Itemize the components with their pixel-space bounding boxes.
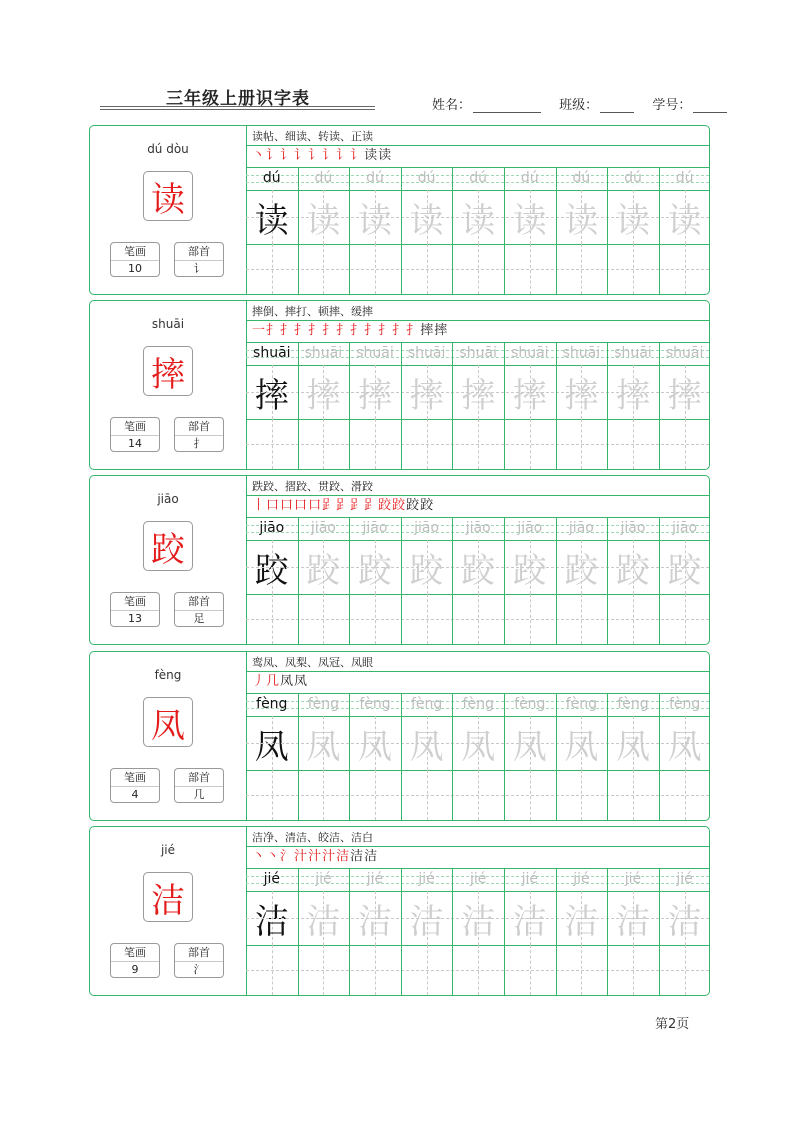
stroke-count-label: 笔画: [111, 593, 159, 611]
pinyin-practice-cell[interactable]: shuāi: [614, 345, 652, 361]
example-words: 鸾凤、凤梨、凤冠、凤眼: [252, 656, 373, 669]
character-practice-row: [246, 540, 709, 594]
pinyin-practice-cell[interactable]: jié: [573, 871, 590, 887]
character-display: 凤: [143, 697, 193, 747]
pinyin-practice-cell[interactable]: shuāi: [511, 345, 549, 361]
stroke-order: [252, 321, 448, 341]
character-display: 跤: [143, 521, 193, 571]
stroke-step: 扌: [322, 323, 337, 338]
pinyin-practice-cell[interactable]: jié: [315, 871, 332, 887]
pinyin-practice-cell[interactable]: dú: [417, 170, 436, 186]
grid-line: [349, 518, 350, 644]
grid-line: [401, 518, 402, 644]
stroke-count-box: [110, 417, 160, 452]
character-practice-cell[interactable]: 摔: [306, 375, 341, 416]
character-display: 读: [143, 171, 193, 221]
pinyin-practice-cell[interactable]: shuāi: [356, 345, 394, 361]
character-practice-cell[interactable]: 凤: [254, 726, 289, 767]
character-display: 洁: [143, 872, 193, 922]
character-practice-cell[interactable]: 摔: [667, 375, 702, 416]
grid-line: [298, 168, 299, 294]
pinyin-practice-cell[interactable]: shuāi: [562, 345, 601, 361]
stroke-step: 洁: [336, 849, 351, 864]
pinyin-practice-cell[interactable]: jié: [469, 871, 487, 887]
grid-line: [659, 518, 660, 644]
stroke-step: 讠: [266, 148, 281, 163]
pinyin-practice-cell[interactable]: fèng: [565, 696, 598, 712]
grid-line: [298, 343, 299, 469]
character-card: [89, 125, 710, 295]
grid-line: [298, 869, 299, 995]
radical-value: 讠: [193, 262, 205, 275]
radical-box: [174, 242, 224, 277]
stroke-step: 扌: [364, 323, 379, 338]
character-practice-cell[interactable]: 摔: [357, 375, 392, 416]
character-practice-cell[interactable]: 摔: [409, 375, 444, 416]
student-id-label: 学号：: [652, 98, 692, 113]
character-practice-cell[interactable]: 摔: [615, 375, 650, 416]
character-info-panel: [90, 652, 247, 820]
character-practice-cell[interactable]: 读: [409, 200, 444, 241]
stroke-step: 读: [378, 148, 393, 163]
character-practice-cell[interactable]: 跤: [461, 550, 496, 591]
cell-guide: [246, 217, 709, 218]
character-card: [89, 300, 710, 470]
character-practice-cell[interactable]: 凤: [306, 726, 341, 767]
radical-value: 氵: [193, 963, 205, 976]
stroke-count-label: 笔画: [111, 944, 159, 962]
stroke-step: 扌: [294, 323, 309, 338]
stroke-step: 口: [294, 498, 309, 513]
character-practice-cell[interactable]: 跤: [512, 550, 547, 591]
character-practice-cell[interactable]: 跤: [357, 550, 392, 591]
stroke-count-box: [110, 943, 160, 978]
character-practice-cell[interactable]: 跤: [306, 550, 341, 591]
stroke-step: 汁: [294, 849, 309, 864]
stroke-step: 凤: [294, 674, 309, 689]
stroke-step: 丶: [252, 148, 267, 163]
character-practice-row: [246, 190, 709, 244]
grid-line: [298, 694, 299, 820]
stroke-count-label: 笔画: [111, 418, 159, 436]
grid-line: [401, 168, 402, 294]
pinyin-practice-cell[interactable]: dú: [675, 170, 694, 186]
blank-writing-row[interactable]: [246, 770, 709, 820]
practice-area: [246, 126, 709, 294]
pinyin-practice-cell[interactable]: jié: [263, 871, 280, 887]
character-practice-cell[interactable]: 跤: [254, 550, 289, 591]
grid-line: [607, 694, 608, 820]
grid-line: [504, 168, 505, 294]
character-info-panel: [90, 827, 247, 995]
page-number: 第2页: [655, 1017, 690, 1032]
stroke-count-value: 4: [131, 788, 139, 801]
character-practice-cell[interactable]: 读: [357, 200, 392, 241]
pinyin-practice-cell[interactable]: jiāo: [620, 520, 646, 536]
character-practice-cell[interactable]: 凤: [357, 726, 392, 767]
pinyin-practice-cell[interactable]: jiāo: [310, 520, 336, 536]
example-words: 读帖、细读、转读、正读: [252, 130, 373, 143]
grid-line: [452, 869, 453, 995]
character-practice-cell[interactable]: 凤: [512, 726, 547, 767]
stroke-step: 凤: [280, 674, 295, 689]
stroke-step: 讠: [280, 148, 295, 163]
stroke-step: 几: [266, 674, 281, 689]
stroke-step: 口: [280, 498, 295, 513]
grid-line: [452, 518, 453, 644]
cell-guide: [246, 918, 709, 919]
character-practice-cell[interactable]: 摔: [564, 375, 599, 416]
pinyin-practice-cell[interactable]: fèng: [359, 696, 391, 712]
stroke-step: 跤: [378, 498, 393, 513]
pinyin-practice-cell[interactable]: dú: [469, 170, 488, 186]
character-practice-cell[interactable]: 跤: [409, 550, 444, 591]
practice-area: [246, 301, 709, 469]
grid-line: [659, 343, 660, 469]
stroke-step: 扌: [266, 323, 281, 338]
stroke-step: 扌: [336, 323, 351, 338]
radical-box: [174, 768, 224, 803]
grid-line: [556, 168, 557, 294]
character-practice-cell[interactable]: 洁: [667, 901, 702, 942]
pinyin-practice-cell[interactable]: shuāi: [253, 345, 291, 361]
character-practice-cell[interactable]: 跤: [615, 550, 650, 591]
stroke-step: 跤: [406, 498, 421, 513]
grid-line: [452, 694, 453, 820]
class-field[interactable]: [600, 100, 634, 113]
grid-line: [556, 343, 557, 469]
name-field[interactable]: [473, 100, 541, 113]
grid-line: [349, 343, 350, 469]
example-words: 跌跤、摺跤、贯跤、滑跤: [252, 480, 373, 493]
grid-line: [349, 168, 350, 294]
stroke-step: 跤: [420, 498, 435, 513]
character-practice-cell[interactable]: 读: [615, 200, 650, 241]
character-practice-cell[interactable]: 凤: [615, 726, 650, 767]
grid-line: [504, 518, 505, 644]
pinyin-practice-cell[interactable]: jié: [521, 871, 538, 887]
cell-guide: [246, 392, 709, 393]
character-practice-cell[interactable]: 跤: [564, 550, 599, 591]
stroke-step: 𧾷: [336, 498, 351, 513]
practice-area: [246, 827, 709, 995]
blank-writing-row[interactable]: [246, 594, 709, 644]
pinyin-practice-cell[interactable]: dú: [262, 170, 281, 186]
example-words: 洁净、清洁、皎洁、洁白: [252, 831, 373, 844]
radical-label: 部首: [175, 944, 223, 962]
pinyin-practice-cell[interactable]: dú: [572, 170, 591, 186]
stroke-step: 口: [308, 498, 323, 513]
pinyin-practice-cell[interactable]: fèng: [256, 696, 288, 712]
stroke-step: 𧾷: [322, 498, 337, 513]
character-practice-cell[interactable]: 洁: [461, 901, 496, 942]
grid-line: [607, 869, 608, 995]
grid-line: [401, 869, 402, 995]
grid-line: [349, 694, 350, 820]
grid-line: [659, 869, 660, 995]
cell-guide: [246, 619, 709, 620]
character-practice-row: [246, 716, 709, 770]
pinyin-practice-cell[interactable]: shuāi: [665, 345, 704, 361]
grid-line: [659, 168, 660, 294]
grid-line: [298, 518, 299, 644]
blank-writing-row[interactable]: [246, 244, 709, 294]
grid-line: [452, 168, 453, 294]
stroke-count-box: [110, 768, 160, 803]
character-display: 摔: [143, 346, 193, 396]
pinyin-practice-cell[interactable]: fèng: [668, 696, 701, 712]
pinyin-practice-cell[interactable]: jiāo: [517, 520, 543, 536]
stroke-step: 讠: [336, 148, 351, 163]
pinyin-practice-cell[interactable]: jiāo: [465, 520, 491, 536]
class-label: 班级：: [559, 98, 599, 113]
cell-guide: [246, 444, 709, 445]
stroke-order: [252, 146, 392, 166]
pinyin-practice-row: [246, 343, 709, 365]
pinyin-practice-cell[interactable]: shuāi: [304, 345, 343, 361]
pinyin-practice-cell[interactable]: jiāo: [362, 520, 388, 536]
stroke-step: 讠: [350, 148, 365, 163]
stroke-order: [252, 672, 308, 692]
stroke-step: 丨: [252, 498, 267, 513]
grid-line: [504, 869, 505, 995]
radical-label: 部首: [175, 593, 223, 611]
character-info-panel: [90, 126, 247, 294]
character-pinyin: shuāi: [151, 317, 185, 331]
name-label: 姓名：: [432, 98, 472, 113]
radical-box: [174, 417, 224, 452]
stroke-count-box: [110, 242, 160, 277]
pinyin-practice-cell[interactable]: dú: [624, 170, 642, 186]
stroke-step: 摔: [434, 323, 449, 338]
pinyin-practice-cell[interactable]: jiāo: [672, 520, 698, 536]
grid-line: [659, 694, 660, 820]
character-practice-cell[interactable]: 摔: [254, 375, 289, 416]
character-info-panel: [90, 476, 247, 644]
pinyin-practice-cell[interactable]: fèng: [410, 696, 443, 712]
grid-line: [556, 518, 557, 644]
character-card: [89, 826, 710, 996]
grid-line: [401, 343, 402, 469]
character-practice-cell[interactable]: 洁: [615, 901, 650, 942]
stroke-step: 扌: [280, 323, 295, 338]
character-practice-cell[interactable]: 读: [254, 200, 289, 241]
character-practice-cell[interactable]: 凤: [409, 726, 444, 767]
pinyin-practice-cell[interactable]: dú: [520, 170, 539, 186]
pinyin-practice-cell[interactable]: jiāo: [414, 520, 440, 536]
character-practice-row: [246, 891, 709, 945]
stroke-order: [252, 847, 378, 867]
grid-line: [556, 694, 557, 820]
stroke-count-value: 10: [128, 262, 142, 275]
pinyin-practice-row: [246, 168, 709, 190]
radical-box: [174, 943, 224, 978]
pinyin-practice-cell[interactable]: fèng: [462, 696, 494, 712]
stroke-step: 汁: [308, 849, 323, 864]
stroke-step: 读: [364, 148, 379, 163]
stroke-step: 扌: [350, 323, 365, 338]
character-practice-cell[interactable]: 读: [564, 200, 599, 241]
stroke-step: 丶: [252, 849, 267, 864]
radical-value: 几: [193, 788, 205, 801]
stroke-step: 跤: [392, 498, 407, 513]
character-pinyin: fèng: [154, 668, 182, 682]
character-card: [89, 475, 710, 645]
pinyin-practice-cell[interactable]: shuāi: [459, 345, 497, 361]
stroke-step: 扌: [308, 323, 323, 338]
character-practice-cell[interactable]: 读: [461, 200, 496, 241]
character-practice-cell[interactable]: 洁: [306, 901, 341, 942]
grid-line: [504, 343, 505, 469]
radical-value: 足: [193, 612, 205, 625]
character-practice-row: [246, 365, 709, 419]
pinyin-practice-cell[interactable]: fèng: [514, 696, 546, 712]
blank-writing-row[interactable]: [246, 945, 709, 995]
pinyin-practice-cell[interactable]: fèng: [307, 696, 340, 712]
pinyin-practice-cell[interactable]: jiāo: [259, 520, 285, 536]
pinyin-practice-row: [246, 869, 709, 891]
character-info-panel: [90, 301, 247, 469]
student-id-field[interactable]: [693, 100, 727, 113]
character-practice-cell[interactable]: 摔: [512, 375, 547, 416]
stroke-step: 一: [252, 323, 267, 338]
cell-guide: [246, 743, 709, 744]
stroke-step: 洁: [364, 849, 379, 864]
pinyin-practice-cell[interactable]: dú: [314, 170, 333, 186]
page-title: 三年级上册识字表: [166, 89, 310, 109]
stroke-count-value: 13: [128, 612, 142, 625]
stroke-step: 口: [266, 498, 281, 513]
title-underline: [100, 106, 375, 107]
character-practice-cell[interactable]: 读: [512, 200, 547, 241]
stroke-step: 洁: [350, 849, 365, 864]
pinyin-practice-row: [246, 518, 709, 540]
grid-line: [452, 343, 453, 469]
practice-area: [246, 652, 709, 820]
grid-line: [556, 869, 557, 995]
stroke-count-label: 笔画: [111, 243, 159, 261]
cell-guide: [246, 970, 709, 971]
character-practice-cell[interactable]: 凤: [667, 726, 702, 767]
practice-area: [246, 476, 709, 644]
character-practice-cell[interactable]: 洁: [512, 901, 547, 942]
pinyin-practice-cell[interactable]: jié: [676, 871, 693, 887]
stroke-step: 丶: [266, 849, 281, 864]
stroke-step: 扌: [406, 323, 421, 338]
character-practice-cell[interactable]: 洁: [357, 901, 392, 942]
blank-writing-row[interactable]: [246, 419, 709, 469]
character-practice-cell[interactable]: 洁: [564, 901, 599, 942]
cell-guide: [246, 269, 709, 270]
stroke-count-value: 9: [131, 963, 139, 976]
cell-guide: [246, 795, 709, 796]
stroke-step: 摔: [420, 323, 435, 338]
stroke-step: 扌: [392, 323, 407, 338]
stroke-step: 汁: [322, 849, 337, 864]
character-practice-cell[interactable]: 洁: [254, 901, 289, 942]
pinyin-practice-cell[interactable]: jié: [418, 871, 435, 887]
character-practice-cell[interactable]: 凤: [564, 726, 599, 767]
pinyin-practice-cell[interactable]: shuāi: [407, 345, 446, 361]
stroke-step: 氵: [280, 849, 295, 864]
radical-label: 部首: [175, 769, 223, 787]
stroke-step: 丿: [252, 674, 267, 689]
grid-line: [349, 869, 350, 995]
character-pinyin: jié: [160, 843, 176, 857]
pinyin-practice-cell[interactable]: dú: [366, 170, 384, 186]
character-pinyin: dú dòu: [147, 142, 189, 156]
character-practice-cell[interactable]: 摔: [461, 375, 496, 416]
character-practice-cell[interactable]: 凤: [461, 726, 496, 767]
title-underline: [100, 109, 375, 110]
student-info-fields: [432, 94, 741, 113]
stroke-step: 扌: [378, 323, 393, 338]
stroke-count-label: 笔画: [111, 769, 159, 787]
pinyin-practice-row: [246, 694, 709, 716]
stroke-step: 𧾷: [364, 498, 379, 513]
character-practice-cell[interactable]: 读: [306, 200, 341, 241]
grid-line: [504, 694, 505, 820]
stroke-order: [252, 496, 434, 516]
grid-line: [607, 343, 608, 469]
stroke-step: 𧾷: [350, 498, 365, 513]
character-practice-cell[interactable]: 洁: [409, 901, 444, 942]
example-words: 摔倒、摔打、顿摔、缓摔: [252, 305, 373, 318]
character-card: [89, 651, 710, 821]
pinyin-practice-cell[interactable]: jiāo: [568, 520, 594, 536]
radical-box: [174, 592, 224, 627]
pinyin-practice-cell[interactable]: jié: [624, 871, 642, 887]
grid-line: [607, 518, 608, 644]
character-pinyin: jiāo: [157, 492, 179, 506]
stroke-count-box: [110, 592, 160, 627]
grid-line: [607, 168, 608, 294]
stroke-step: 讠: [308, 148, 323, 163]
stroke-step: 讠: [322, 148, 337, 163]
stroke-step: 讠: [294, 148, 309, 163]
radical-label: 部首: [175, 418, 223, 436]
grid-line: [401, 694, 402, 820]
stroke-count-value: 14: [128, 437, 142, 450]
character-practice-cell[interactable]: 跤: [667, 550, 702, 591]
row-divider: [246, 671, 709, 672]
cell-guide: [246, 567, 709, 568]
pinyin-practice-cell[interactable]: fèng: [617, 696, 649, 712]
character-practice-cell[interactable]: 读: [667, 200, 702, 241]
radical-label: 部首: [175, 243, 223, 261]
pinyin-practice-cell[interactable]: jié: [366, 871, 384, 887]
radical-value: 扌: [193, 437, 205, 450]
